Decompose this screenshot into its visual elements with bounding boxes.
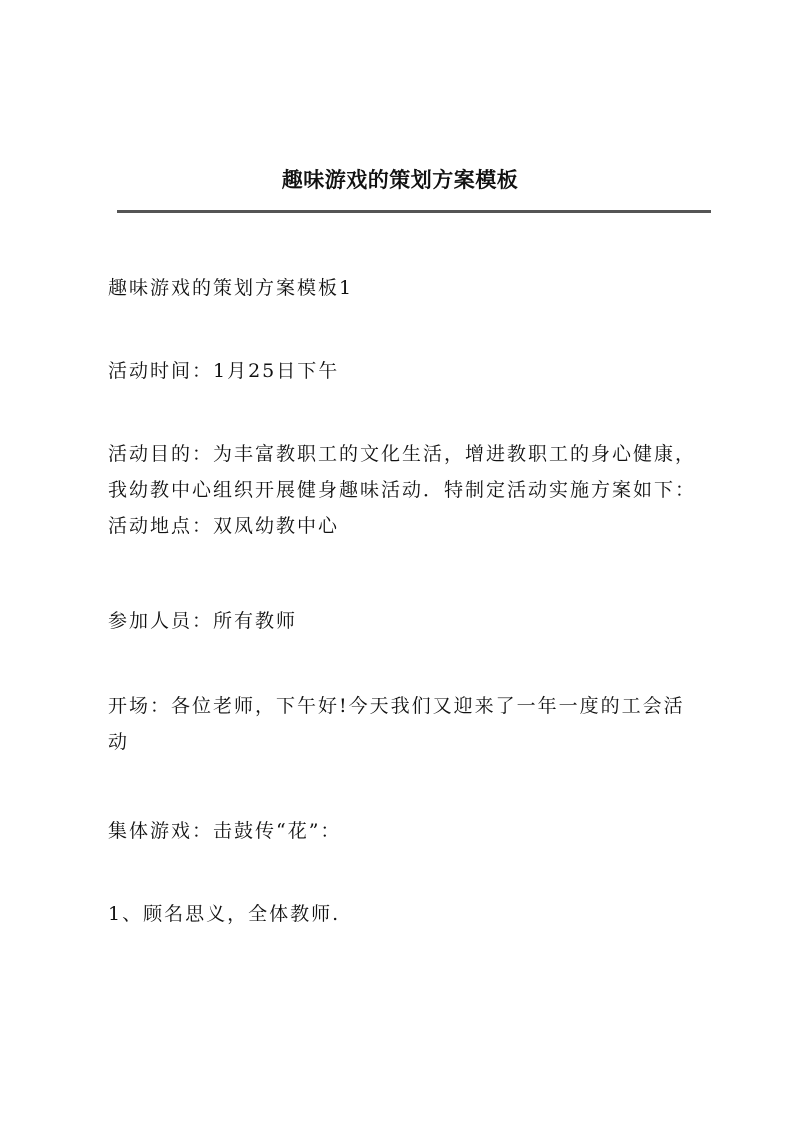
group-game-text: 集体游戏：击鼓传“花”： [108,820,342,842]
document-title: 趣味游戏的策划方案模板 [281,167,519,192]
section-heading-text: 趣味游戏的策划方案模板1 [108,277,354,299]
activity-purpose-line-2: 我幼教中心组织开展健身趣味活动．特制定活动实施方案如下： [108,479,697,501]
list-item-1-text: 1、顾名思义，全体教师. [108,903,341,925]
list-item [108,896,708,932]
activity-purpose-line-1: 活动目的：为丰富教职工的文化生活，增进教职工的身心健康， [108,443,697,465]
opening-remarks-line-1: 开场：各位老师，下午好!今天我们又迎来了一年一度的工会活 [108,695,685,717]
activity-time-text: 活动时间：1月25日下午 [108,360,340,382]
opening-remarks [108,688,708,760]
participants-text: 参加人员：所有教师 [108,610,298,632]
opening-remarks-line-2: 动 [108,731,130,753]
title-divider [117,210,711,213]
participants [108,603,708,639]
group-game [108,813,708,849]
section-heading [108,270,708,306]
activity-location-text: 活动地点：双凤幼教中心 [108,515,340,537]
activity-purpose [108,436,708,544]
activity-time [108,353,708,389]
